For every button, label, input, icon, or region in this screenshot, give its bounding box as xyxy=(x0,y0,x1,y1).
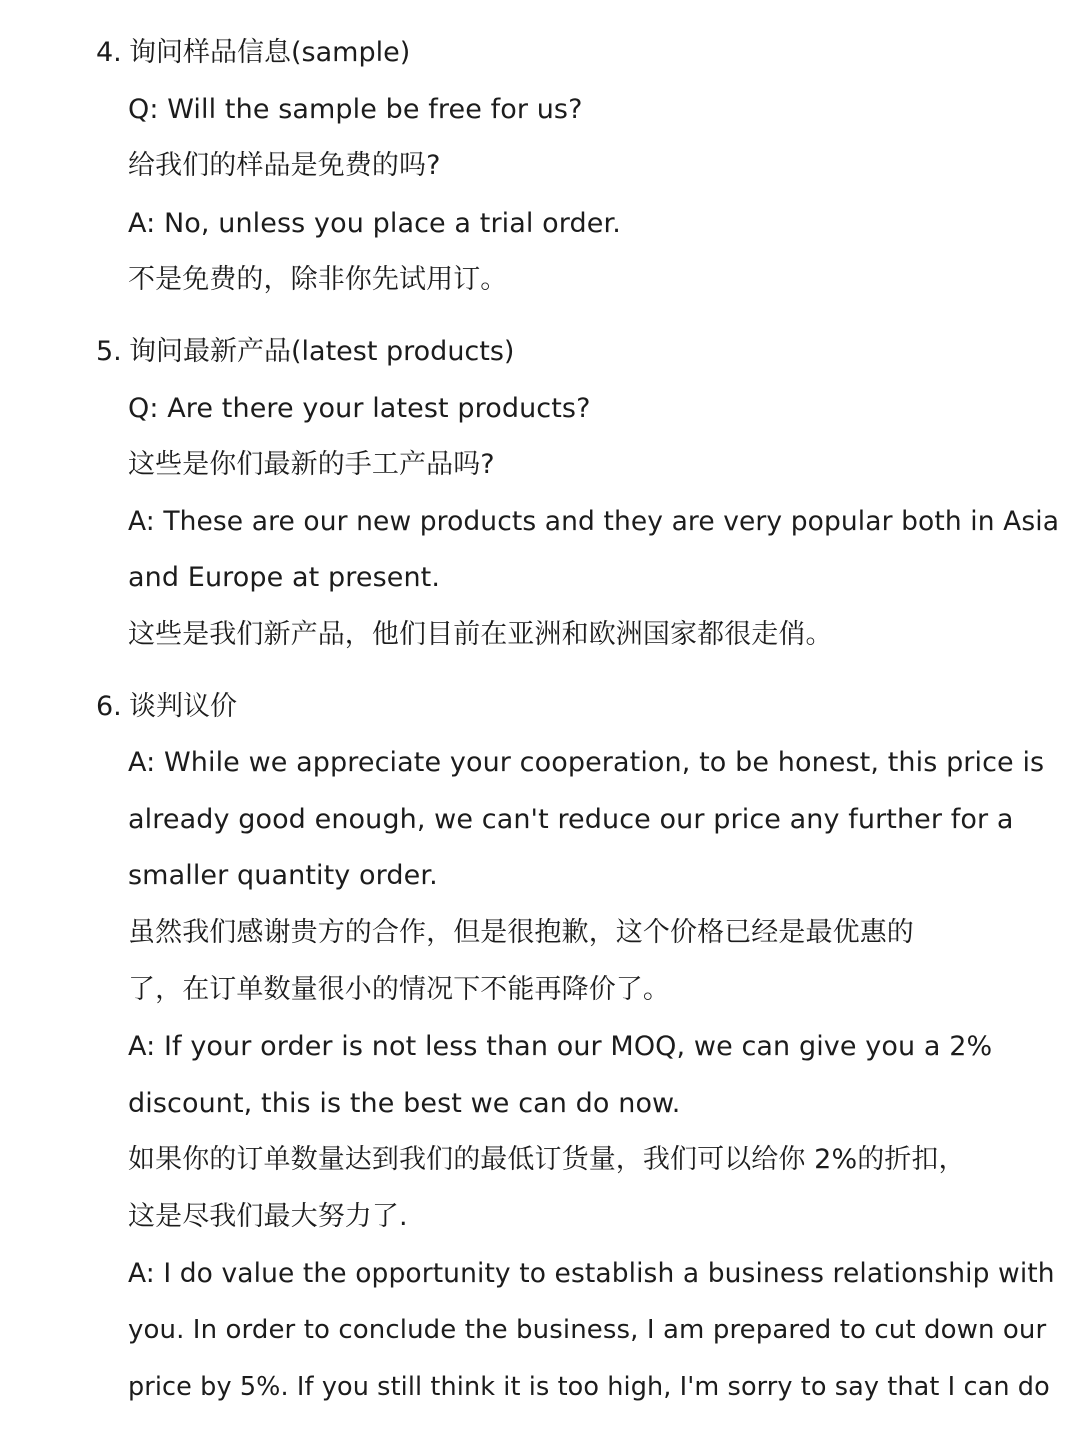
section-number: 4. xyxy=(96,37,122,68)
answer-line: A: I do value the opportunity to establish a business relationship with xyxy=(128,1258,1055,1289)
answer-line: A: No, unless you place a trial order. xyxy=(128,208,621,239)
chinese-line: 如果你的订单数量达到我们的最低订货量，我们可以给你 2%的折扣， xyxy=(128,1144,966,1175)
section-4-heading xyxy=(96,35,410,71)
section-6-heading xyxy=(96,689,237,725)
section-number: 5. xyxy=(96,336,122,367)
section-5-heading xyxy=(96,334,514,370)
question-line: Q: Are there your latest products? xyxy=(128,393,591,424)
answer-line: A: If your order is not less than our MOQ, we can give you a 2% xyxy=(128,1031,993,1062)
question-line: Q: Will the sample be free for us? xyxy=(128,94,583,125)
answer-line: already good enough, we can't reduce our price any further for a xyxy=(128,804,1014,835)
answer-line: discount, this is the best we can do now. xyxy=(128,1088,681,1119)
section-number: 6. xyxy=(96,691,122,722)
chinese-line: 不是免费的，除非你先试用订。 xyxy=(128,264,508,295)
answer-line: price by 5%. If you still think it is too high, I'm sorry to say that I can do xyxy=(128,1372,1050,1402)
answer-line: A: These are our new products and they are very popular both in Asia xyxy=(128,506,1060,537)
section-title: 谈判议价 xyxy=(129,691,237,722)
answer-line: smaller quantity order. xyxy=(128,860,438,891)
section-title: 询问样品信息(sample) xyxy=(129,37,411,68)
section-title: 询问最新产品(latest products) xyxy=(129,336,515,367)
chinese-line: 虽然我们感谢贵方的合作，但是很抱歉，这个价格已经是最优惠的 xyxy=(128,917,914,948)
answer-line: and Europe at present. xyxy=(128,562,441,593)
answer-line: A: While we appreciate your cooperation, to be honest, this price is xyxy=(128,747,1045,778)
chinese-line: 这是尽我们最大努力了. xyxy=(128,1201,408,1232)
chinese-line: 这些是你们最新的手工产品吗? xyxy=(128,449,495,480)
chinese-line: 这些是我们新产品，他们目前在亚洲和欧洲国家都很走俏。 xyxy=(128,619,833,650)
answer-line: you. In order to conclude the business, I am prepared to cut down our xyxy=(128,1315,1047,1345)
chinese-line: 给我们的样品是免费的吗? xyxy=(128,150,441,181)
chinese-line: 了，在订单数量很小的情况下不能再降价了。 xyxy=(128,974,670,1005)
